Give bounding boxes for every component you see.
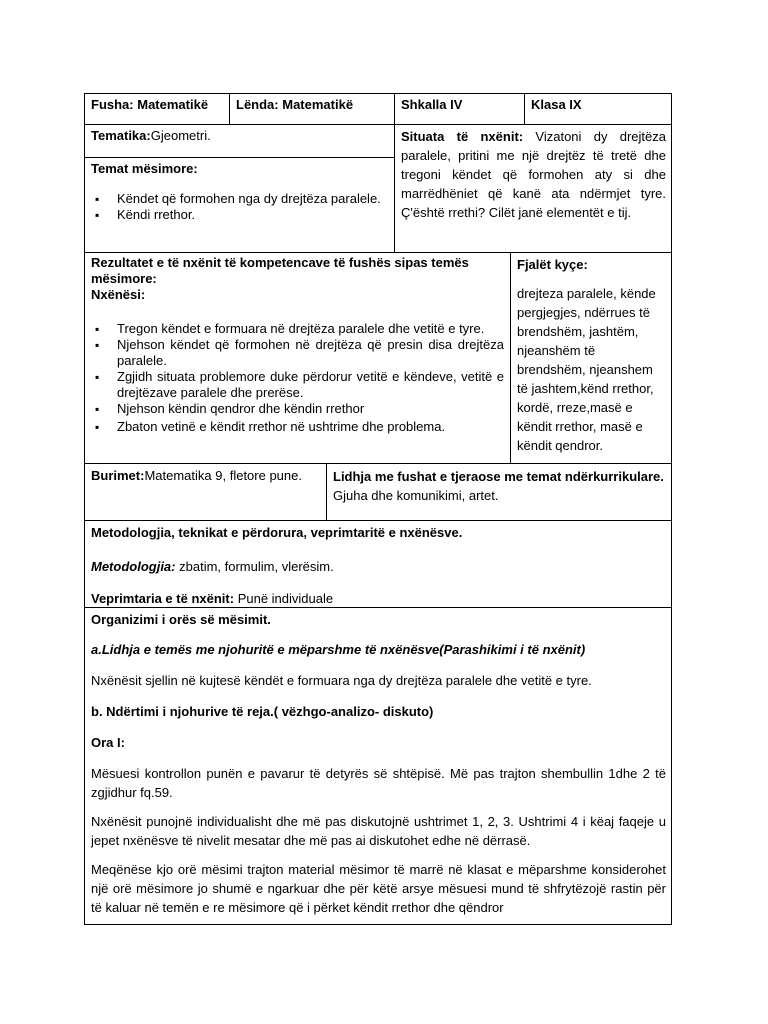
- rezultatet-list: [91, 321, 504, 435]
- rezultatet-label: Rezultatet e të nxënit të kompetencave të fushës sipas temës mësimore:: [91, 255, 469, 286]
- metodologjia-line: [91, 558, 666, 575]
- list-item: ▪ Njehson këndet që formohen në drejtëza që presin disa drejtëza paralele.: [91, 337, 504, 369]
- ora-heading-text: Ora I:: [91, 735, 125, 750]
- lenda-label: Lënda:: [236, 97, 279, 112]
- ora-heading: [91, 733, 666, 752]
- situata-label: Situata të nxënit:: [401, 129, 524, 144]
- paragraph-1: Mësuesi kontrollon punën e pavarur të detyrës së shtëpisë. Më pas trajton shembullin 1dhe 2 të zgjidhur fq.59.: [91, 766, 666, 800]
- rezultatet-cell: [85, 253, 510, 437]
- lidhja-cell: [327, 465, 672, 507]
- section-a-text: Nxënësit sjellin në kujtesë këndët e formuara nga dy drejtëza paralele dhe vetitë e tyre.: [91, 673, 592, 688]
- burimet-cell: [85, 465, 326, 486]
- row-divider: [84, 520, 672, 521]
- metodologjia-cell: [85, 522, 672, 609]
- temat-label: Temat mësimore:: [91, 161, 198, 176]
- lenda-value: Matematikë: [282, 97, 354, 112]
- shkalla-cell: [395, 94, 524, 115]
- paragraph-3: Meqënëse kjo orë mësimi trajton material mësimor të marrë në klasat e mëparshme konsiderohet një orë mësimore jo shumë e ngarkuar dhe për këtë arsye mësuesi mund të shfrytëzojë rastin për të kaluar në temën e re mësimore që i përket këndit rrethor dhe qëndror: [91, 862, 666, 915]
- list-item: ▪ Njehson këndin qendror dhe këndin rrethor: [91, 401, 504, 417]
- tematika-label: Tematika:: [91, 128, 151, 143]
- situata-text: Vizatoni dy drejtëza paralele, pritini me një drejtëz të tretë dhe tregoni këndet që formohen aty si dhe marrëdhëniet që kanë ata ndërmjet tyre. Ç'është rrethi? Cilët janë elementët e tij.: [401, 129, 666, 220]
- fjalet-text: drejteza paralele, kënde pergjegjes, ndërrues të brendshëm, jashtëm, njeanshëm të brendshëm, njeanshem të jashtem,kënd rrethor, kordë, rreze,masë e këndit rrethor, masë e këndit qendror.: [517, 286, 656, 453]
- situata-cell: [395, 125, 672, 224]
- veprimtaria-value: Punë individuale: [237, 591, 334, 606]
- list-item: ▪ Zbaton vetinë e këndit rrethor në ushtrime dhe problema.: [91, 419, 504, 435]
- rezultatet-sublabel: Nxënësi:: [91, 287, 146, 302]
- section-b-heading-text: b. Ndërtimi i njohurive të reja.( vëzhgo-analizo- diskuto): [91, 704, 434, 719]
- shkalla-text: Shkalla IV: [401, 97, 463, 112]
- klasa-text: Klasa IX: [531, 97, 582, 112]
- veprimtaria-line: [91, 590, 666, 607]
- list-item: ▪ Zgjidh situata problemore duke përdorur vetitë e këndeve, vetitë e drejtëzave paralele dhe prerëse.: [91, 369, 504, 401]
- fjalet-cell: [511, 253, 672, 457]
- metodologjia-label: Metodologjia:: [91, 559, 176, 574]
- metodologjia-heading: [91, 524, 666, 541]
- burimet-value: Matematika 9, fletore pune.: [144, 468, 302, 483]
- lidhja-label: Lidhja me fushat e tjeraose me temat ndërkurrikulare.: [333, 469, 664, 484]
- list-item: ▪ Këndi rrethor.: [91, 207, 388, 223]
- lidhja-value: Gjuha dhe komunikimi, artet.: [333, 488, 499, 503]
- fjalet-label: Fjalët kyçe:: [517, 257, 588, 272]
- organizimi-cell: [85, 608, 672, 919]
- metodologjia-heading-text: Metodologjia, teknikat e përdorura, veprimtaritë e nxënësve.: [91, 525, 463, 540]
- section-a-heading: a.Lidhja e temës me njohuritë e mëparshme të nxënësve(Parashikimi i të nxënit): [91, 642, 586, 657]
- klasa-cell: [525, 94, 671, 115]
- temat-cell: [85, 158, 394, 225]
- list-item: ▪ Tregon këndet e formuara në drejtëza paralele dhe vetitë e tyre.: [91, 321, 504, 337]
- organizimi-heading-text: Organizimi i orës së mësimit.: [91, 612, 271, 627]
- lenda-cell: [230, 94, 394, 115]
- fusha-value: Matematikë: [137, 97, 209, 112]
- veprimtaria-label: Veprimtaria e të nxënit:: [91, 591, 235, 606]
- temat-list: [91, 191, 388, 223]
- fusha-cell: [85, 94, 229, 115]
- section-b-heading: [91, 702, 666, 721]
- row-divider: [84, 463, 672, 464]
- list-item: ▪ Këndet që formohen nga dy drejtëza paralele.: [91, 191, 388, 207]
- fusha-label: Fusha:: [91, 97, 134, 112]
- burimet-label: Burimet:: [91, 468, 145, 483]
- organizimi-heading: [91, 610, 666, 629]
- tematika-cell: [85, 125, 394, 146]
- paragraph-2: Nxënësit punojnë individualisht dhe më pas diskutojnë ushtrimet 1, 2, 3. Ushtrimi 4 i këaj faqeje u jepet nxënësve të nivelit mesatar dhe më pas ai diskutohet edhe në dërrasë.: [91, 814, 666, 848]
- tematika-value: Gjeometri.: [150, 128, 211, 143]
- metodologjia-value: zbatim, formulim, vlerësim.: [179, 559, 334, 574]
